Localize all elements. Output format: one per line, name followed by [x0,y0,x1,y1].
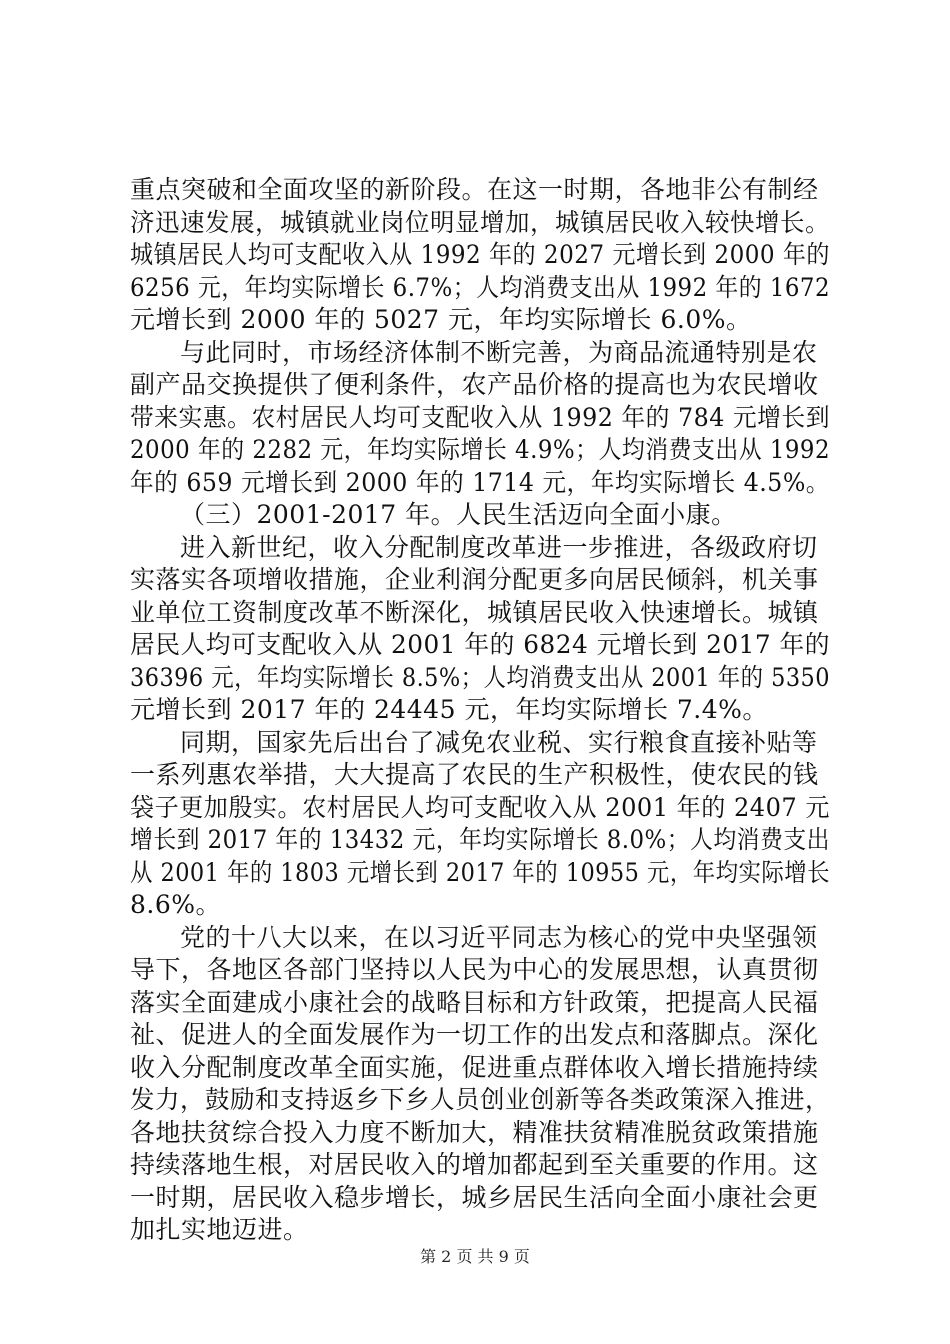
text-line: 济迅速发展，城镇就业岗位明显增加，城镇居民收入较快增长。 [130,207,831,237]
text-line: 党的十八大以来，在以习近平同志为核心的党中央坚强领 [180,922,818,952]
text-line: 导下，各地区各部门坚持以人民为中心的发展思想，认真贯彻 [130,955,819,984]
text-line: 一系列惠农举措，大大提高了农民的生产积极性，使农民的钱 [130,760,819,789]
text-line: 收入分配制度改革全面实施，促进重点群体收入增长措施持续 [130,1052,819,1082]
text-line: 持续落地生根，对居民收入的增加都起到至关重要的作用。这 [130,1150,819,1179]
text-line: 进入新世纪，收入分配制度改革进一步推进，各级政府切 [180,532,818,562]
text-line: 8.6%。 [130,890,222,919]
text-line: 元增长到 2017 年的 24445 元，年均实际增长 7.4%。 [130,695,768,724]
text-line: 落实全面建成小康社会的战略目标和方针政策，把提高人民福 [130,987,819,1017]
text-line: 6256 元，年均实际增长 6.7%；人均消费支出从 1992 年的 1672 [130,272,831,302]
text-line: 城镇居民人均可支配收入从 1992 年的 2027 元增长到 2000 年的 [130,240,830,269]
document-body [130,174,830,1247]
text-line: 带来实惠。农村居民人均可支配收入从 1992 年的 784 元增长到 [130,402,831,432]
text-line: 2000 年的 2282 元，年均实际增长 4.9%；人均消费支出从 1992 [130,435,831,464]
text-line: 副产品交换提供了便利条件，农产品价格的提高也为农民增收 [130,370,819,399]
text-line: 年的 659 元增长到 2000 年的 1714 元，年均实际增长 4.5%。 [130,467,830,497]
text-line: 各地扶贫综合投入力度不断加大，精准扶贫精准脱贫政策措施 [130,1117,819,1147]
page-footer [0,1244,950,1267]
text-line: 实落实各项增收措施，企业利润分配更多向居民倾斜，机关事 [130,565,819,594]
text-line: 同期，国家先后出台了减免农业税、实行粮食直接补贴等 [180,727,818,757]
text-line: 元增长到 2000 年的 5027 元，年均实际增长 6.0%。 [130,305,752,334]
text-line: 一时期，居民收入稳步增长，城乡居民生活向全面小康社会更 [130,1182,819,1212]
text-line: 业单位工资制度改革不断深化，城镇居民收入快速增长。城镇 [130,597,819,627]
text-line: 从 2001 年的 1803 元增长到 2017 年的 10955 元，年均实际增长 [130,857,831,887]
text-line: 袋子更加殷实。农村居民人均可支配收入从 2001 年的 2407 元 [130,792,830,822]
text-line: 加扎实地迈进。 [130,1215,309,1244]
text-line: 祉、促进人的全面发展作为一切工作的出发点和落脚点。深化 [130,1020,819,1049]
text-line: 重点突破和全面攻坚的新阶段。在这一时期，各地非公有制经 [130,175,819,204]
text-line: （三）2001-2017 年。人民生活迈向全面小康。 [180,500,737,529]
text-line: 增长到 2017 年的 13432 元，年均实际增长 8.0%；人均消费支出 [130,825,830,854]
text-line: 居民人均可支配收入从 2001 年的 6824 元增长到 2017 年的 [130,630,830,659]
text-line: 36396 元，年均实际增长 8.5%；人均消费支出从 2001 年的 5350 [130,662,831,692]
page-number: 第 2 页 共 9 页 [420,1247,530,1266]
text-line: 与此同时，市场经济体制不断完善，为商品流通特别是农 [180,337,818,367]
text-line: 发力，鼓励和支持返乡下乡人员创业创新等各类政策深入推进， [130,1085,831,1114]
